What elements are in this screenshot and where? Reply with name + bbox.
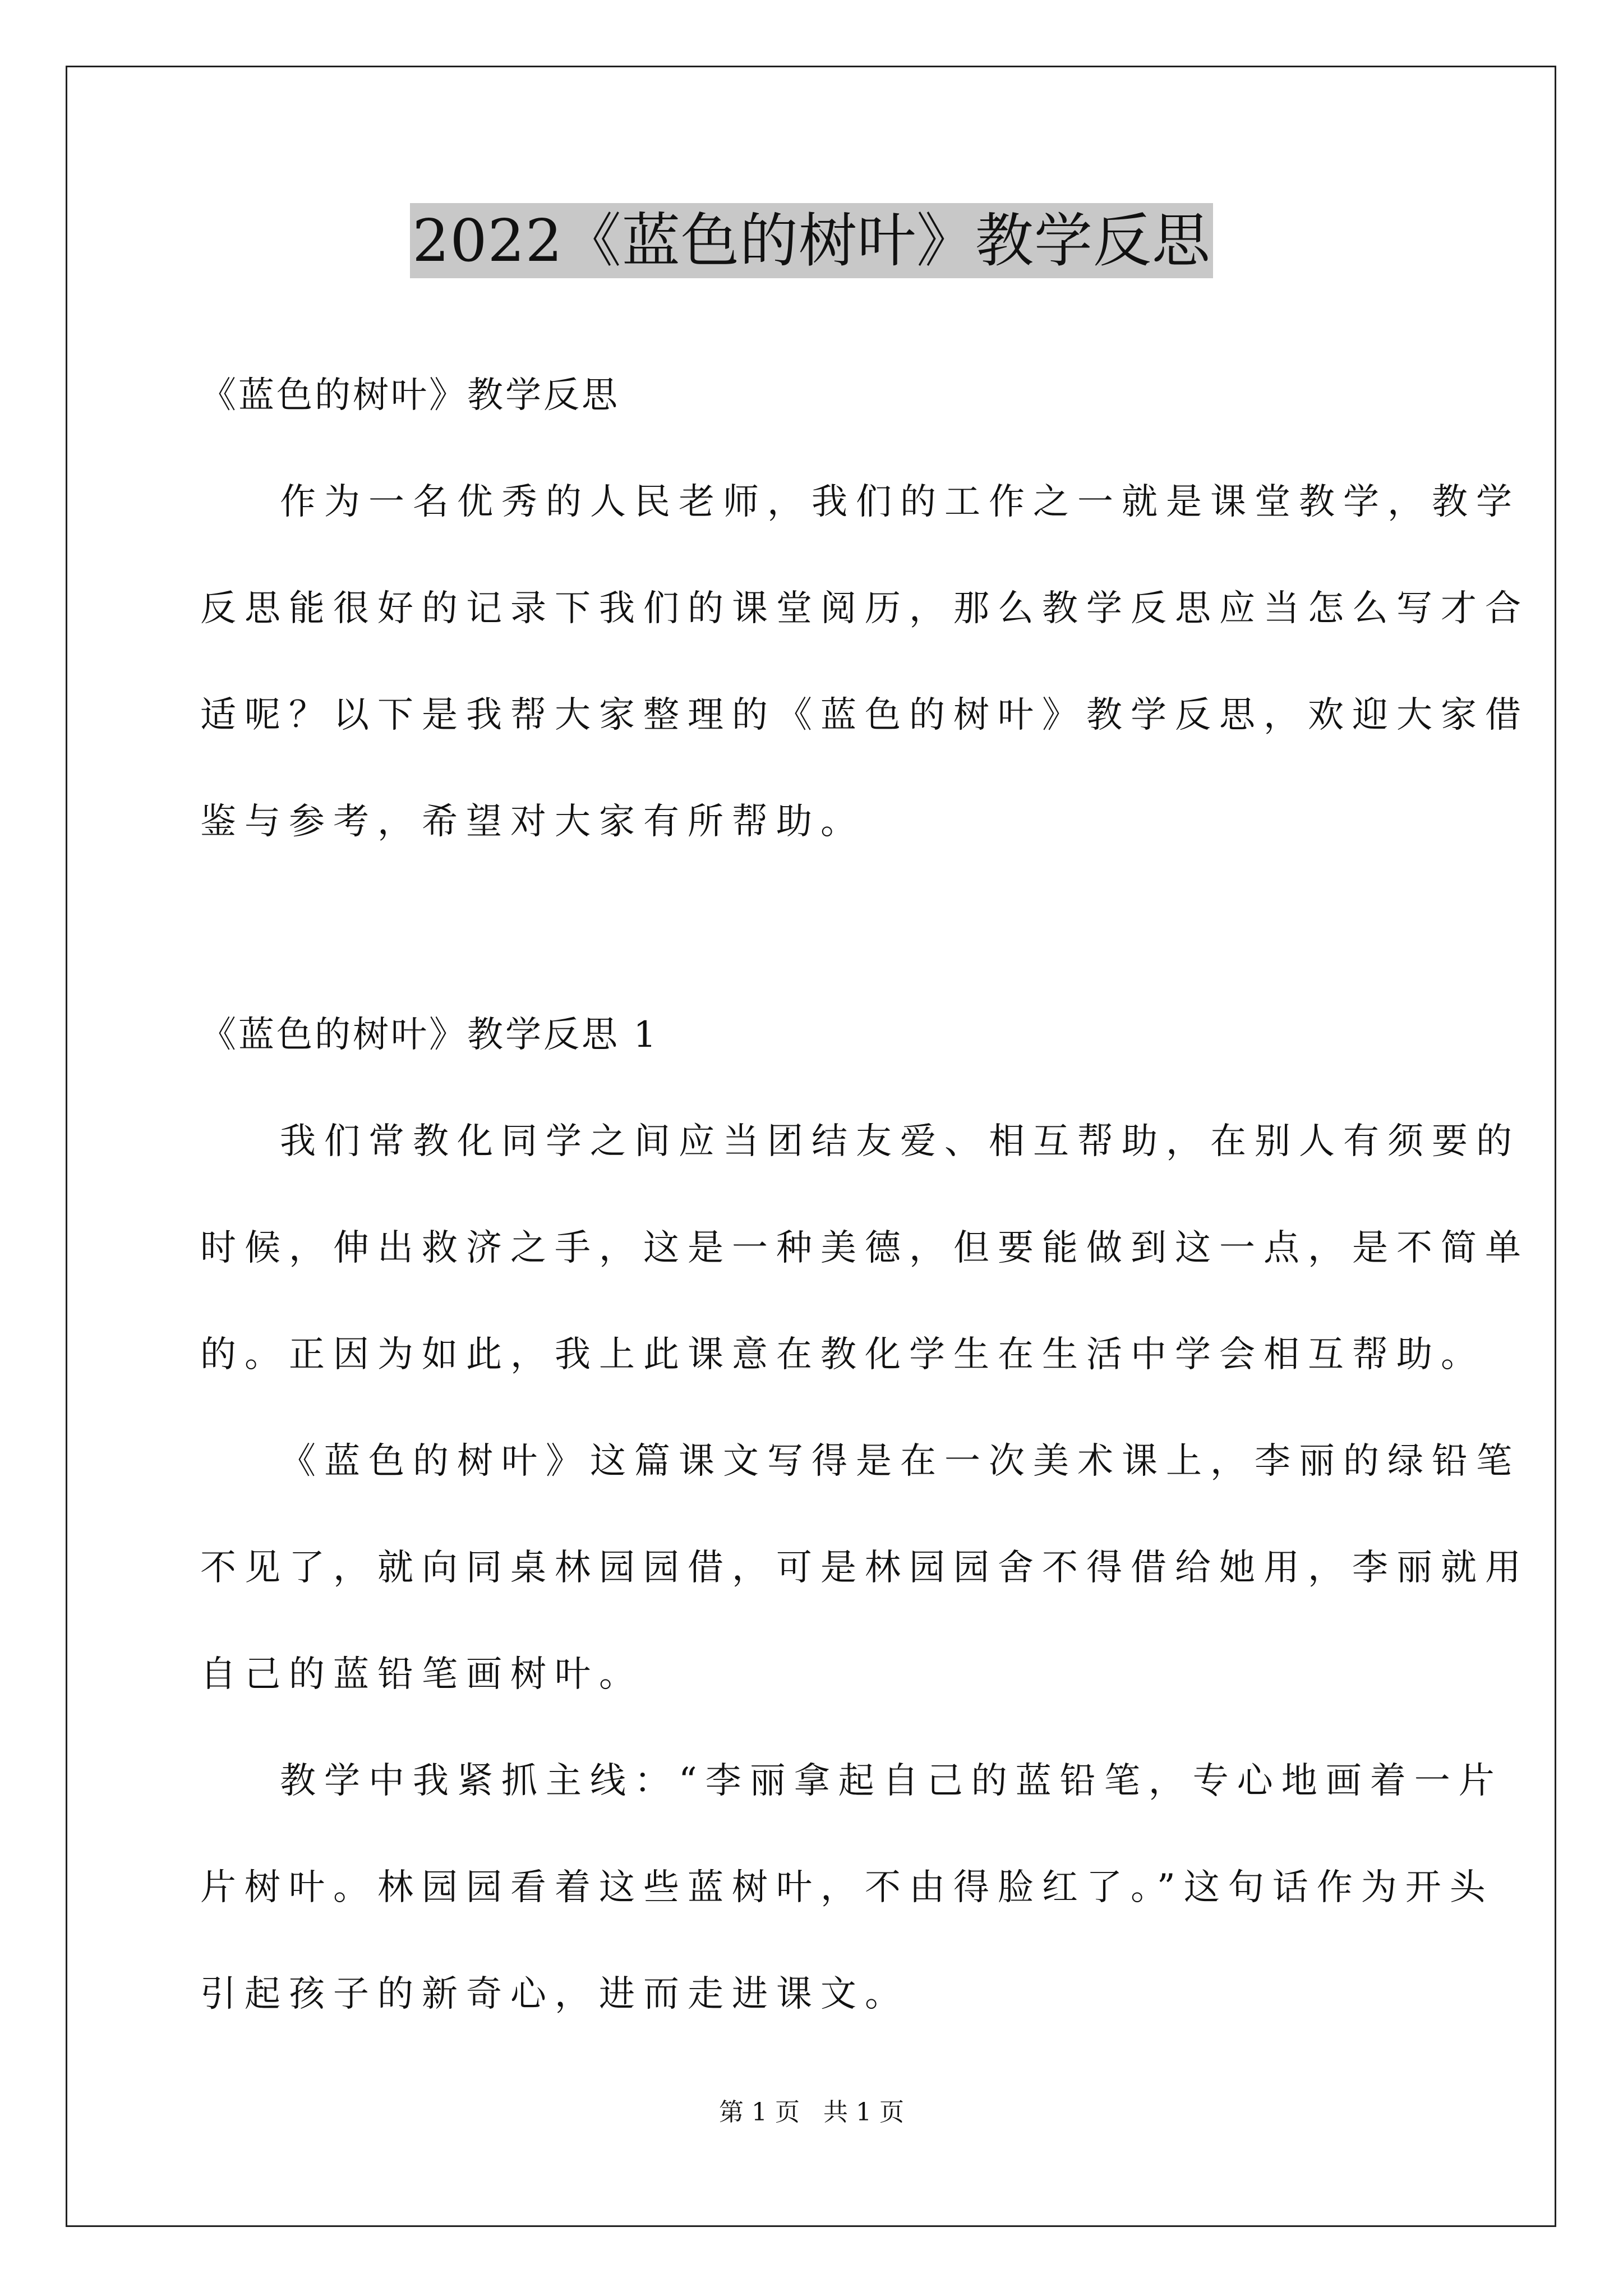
page-footer: 第 1 页 共 1 页: [719, 2098, 904, 2127]
paragraph-line: 我们常教化同学之间应当团结友爱、相互帮助，在别人有须要的: [280, 1121, 1520, 1162]
intro-line: 作为一名优秀的人民老师，我们的工作之一就是课堂教学，教学: [280, 481, 1520, 523]
section-heading: 《蓝色的树叶》教学反思 1: [200, 1014, 659, 1056]
paragraph-line: 《蓝色的树叶》这篇课文写得是在一次美术课上，李丽的绿铅笔: [280, 1441, 1520, 1482]
paragraph-line: 教学中我紧抓主线：“李丽拿起自己的蓝铅笔，专心地画着一片: [280, 1760, 1503, 1802]
document-body: [200, 342, 1529, 2047]
intro-line: 鉴与参考，希望对大家有所帮助。: [200, 801, 865, 843]
paragraph-line: 不见了，就向同桌林园园借，可是林园园舍不得借给她用，李丽就用: [200, 1547, 1529, 1589]
subheading: 《蓝色的树叶》教学反思: [200, 375, 620, 416]
intro-line: 适呢？以下是我帮大家整理的《蓝色的树叶》教学反思，欢迎大家借: [200, 694, 1529, 736]
intro-line: 反思能很好的记录下我们的课堂阅历，那么教学反思应当怎么写才合: [200, 588, 1529, 629]
paragraph-line: 时候，伸出救济之手，这是一种美德，但要能做到这一点，是不简单: [200, 1227, 1529, 1269]
paragraph-line: 的。正因为如此，我上此课意在教化学生在生活中学会相互帮助。: [200, 1334, 1485, 1375]
paragraph-line: 自己的蓝铅笔画树叶。: [200, 1654, 643, 1695]
paragraph-line: 片树叶。林园园看着这些蓝树叶，不由得脸红了。”这句话作为开头: [200, 1867, 1494, 1908]
spacer: [200, 875, 1434, 982]
paragraph-line: 引起孩子的新奇心，进而走进课文。: [200, 1973, 909, 2015]
document-title: 2022《蓝色的树叶》教学反思: [410, 203, 1213, 278]
title-container: [0, 203, 1623, 278]
